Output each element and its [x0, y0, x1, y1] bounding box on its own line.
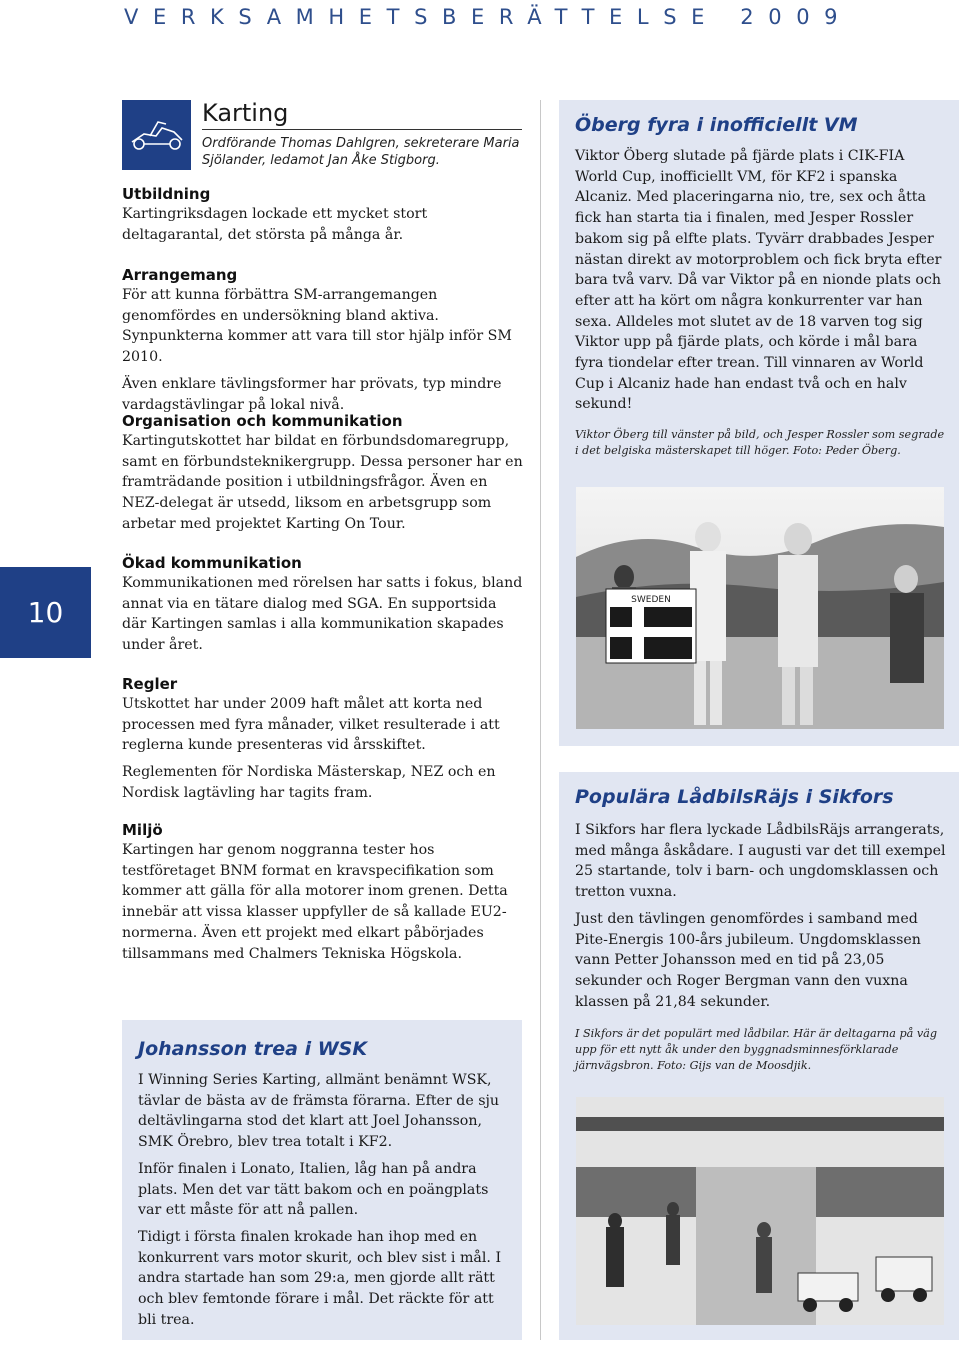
- box-paragraph: Tidigt i första finalen krokade han ihop med en konkurrent vars motor skurit, och blev sist i mål. I andra startade han som 29:a, men gjorde allt rätt och blev femtonde förare i mål. Det räckte för att bli trea.: [138, 1228, 502, 1328]
- article-subtitle: Ordförande Thomas Dahlgren, sekreterare Maria Sjölander, ledamot Jan Åke Stigborg.: [202, 136, 520, 168]
- kart-icon: [122, 100, 191, 170]
- section-organisation: [122, 411, 525, 541]
- section-heading: Miljö: [122, 821, 163, 839]
- section-paragraph: Kommunikationen med rörelsen har satts i fokus, bland annat via en tätare dialog med SGA. En supportsida där Kartingen samlas i alla kommunikation skapades under året.: [122, 575, 523, 654]
- section-heading: Arrangemang: [122, 266, 238, 284]
- vm-box: [559, 100, 959, 746]
- column-divider: [540, 100, 541, 1340]
- ladbil-box: [559, 772, 959, 1340]
- box-title: Johansson trea i WSK: [138, 1038, 368, 1060]
- box-paragraph: Inför finalen i Lonato, Italien, låg han på andra plats. Men det var tätt bakom och en poängplats var ett måste för att nå pallen.: [138, 1160, 489, 1219]
- section-paragraph: Kartingutskottet har bildat en förbundsdomaregrupp, samt en förbundsteknikergrupp. Dessa personer har en framträdande position i utbildningsfrågor. Även en NEZ-delegat är utsedd, liksom en arbetsgrupp som arbetar med projektet Karting On Tour.: [122, 433, 523, 532]
- section-heading: Organisation och kommunikation: [122, 412, 403, 430]
- section-paragraph: Reglementen för Nordiska Mästerskap, NEZ och en Nordisk lagtävling har tagits fram.: [122, 764, 496, 801]
- section-regler: [122, 674, 525, 810]
- box-paragraph: I Sikfors har flera lyckade LådbilsRäjs arrangerats, med många åskådare. I augusti var det till exempel 25 startande, tolv i barn- och ungdomsklassen och tretton vuxna.: [575, 822, 946, 901]
- section-paragraph: Även enklare tävlingsformer har prövats, typ mindre vardagstävlingar på lokal nivå.: [122, 375, 502, 413]
- section-arrangemang: [122, 265, 525, 421]
- section-heading: Utbildning: [122, 185, 211, 203]
- section-okad-kommunikation: [122, 553, 525, 662]
- box-paragraph: Viktor Öberg slutade på fjärde plats i CIK-FIA World Cup, inofficiellt VM, för KF2 i spanska Alcaniz. Med placeringarna nio, tre, sex och åtta fick han starta tia i finalen, med Jesper Rossler bakom sig på elfte plats. Tyvärr drabbades Jesper nästan direkt av motorproblem och fick bryta efter bara två varv. Då var Viktor på en nionde plats och efter att ha kört om några konkurrenter var han sexa. Alldeles mot slutet av de 18 varven tog sig Viktor upp på fjärde plats, och körde i mål bara fyra tiondelar efter trean. Till vinnaren av World Cup i Alcaniz hade han endast två och en halv sekund!: [575, 148, 942, 413]
- flag-sign-text: SWEDEN: [631, 595, 671, 605]
- photo-caption: I Sikfors är det populärt med lådbilar. Här är deltagarna på väg upp för ett nytt åk under den byggnadsminnesförklarade järnvägsbron. Foto: Gijs van de Moosdjik.: [575, 1027, 937, 1073]
- section-miljo: [122, 820, 525, 970]
- box-title: Öberg fyra i inofficiellt VM: [575, 114, 858, 136]
- soapbox-photo: [576, 1097, 944, 1325]
- box-title: Populära LådbilsRäjs i Sikfors: [575, 786, 894, 808]
- section-heading: Ökad kommunikation: [122, 554, 302, 572]
- page-number-tab: [0, 567, 91, 658]
- page-number: 10: [27, 596, 64, 629]
- article-title: Karting: [202, 99, 289, 127]
- section-paragraph: Kartingriksdagen lockade ett mycket stort deltagarantal, det största på många år.: [122, 206, 428, 243]
- box-paragraph: I Winning Series Karting, allmänt benämnt WSK, tävlar de bästa av de främsta förarna. Efter de sju deltävlingarna stod det klart att Joel Johansson, SMK Örebro, blev trea totalt i KF2.: [138, 1072, 500, 1151]
- report-header: VERKSAMHETSBERÄTTELSE 2009: [124, 5, 853, 29]
- title-rule: [202, 129, 522, 130]
- karting-logo: [122, 100, 191, 170]
- section-utbildning: [122, 184, 525, 251]
- section-paragraph: Utskottet har under 2009 haft målet att korta ned processen med fyra månader, vilket resulterade i att reglerna kunde presenteras vid årsskiftet.: [122, 696, 500, 754]
- wsk-box: [122, 1020, 522, 1340]
- drivers-photo: [576, 487, 944, 729]
- section-heading: Regler: [122, 675, 178, 693]
- photo-caption: Viktor Öberg till vänster på bild, och Jesper Rossler som segrade i det belgiska mästerskapet till höger. Foto: Peder Öberg.: [575, 428, 945, 458]
- section-paragraph: För att kunna förbättra SM-arrangemangen genomfördes en undersökning bland aktiva. Synpunkterna kommer att vara till stor hjälp inför SM 2010.: [122, 287, 512, 366]
- box-paragraph: Just den tävlingen genomfördes i samband med Pite-Energis 100-års jubileum. Ungdomsklassen vann Petter Johansson med en tid på 23,05 sekunder och Roger Bergman vann den vuxna klassen på 21,84 sekunder.: [575, 910, 921, 1010]
- section-paragraph: Kartingen har genom noggranna tester hos testföretaget BNM format en kravspecifikation som kommer att gälla för alla motorer inom grenen. Detta innebär att vissa klasser uppfyller de så kallade EU2-normerna. Även ett projekt med elkart påbörjades tillsammans med Chalmers Tekniska Högskola.: [122, 842, 508, 962]
